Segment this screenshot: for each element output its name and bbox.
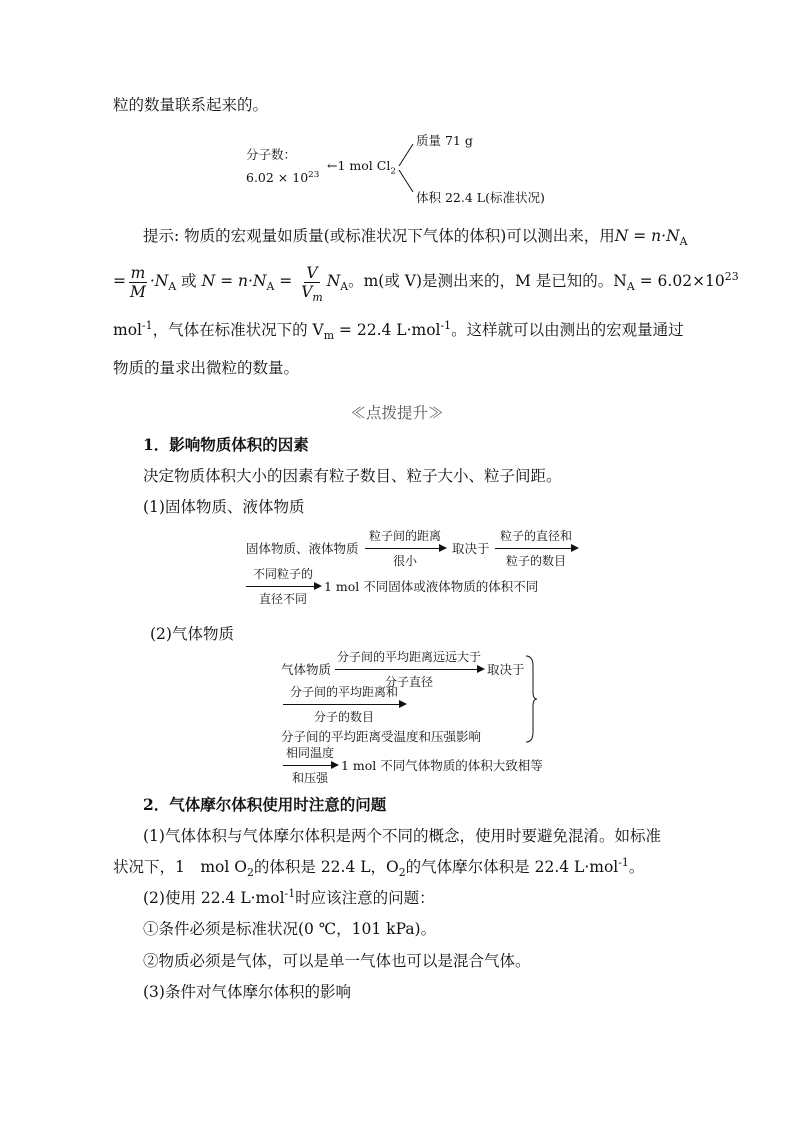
hint-line-3: mol$^{-1}$，气体在标准状况下的 $V_m = 22.4$ L·mol$^{-1}$。这样就可以由测出的宏观量通过 — [113, 318, 684, 343]
fig2-end: 1 mol 不同气体物质的体积大致相等 — [341, 758, 543, 773]
hint-line-4: 物质的量求出微粒的数量。 — [113, 359, 300, 377]
cl2-branch-lines — [395, 140, 417, 196]
fig1-start: 固体物质、液体物质 — [246, 541, 359, 556]
fig2-note: 分子间的平均距离受温度和压强影响 — [281, 729, 482, 744]
section-banner: ≪点拨提升≫ — [350, 404, 444, 422]
cl2-left-value: $6.02 \times 10^{23}$ — [246, 169, 320, 185]
fig2-mid: 取决于 — [487, 662, 525, 677]
s1-title: 1．影响物质体积的因素 — [143, 435, 309, 454]
intro-line: 粒的数量联系起来的。 — [113, 96, 269, 114]
s2-p4: ②物质必须是气体，可以是单一气体也可以是混合气体。 — [143, 952, 531, 970]
s1-sub1: (1)固体物质、液体物质 — [143, 498, 305, 516]
s2-p2: (2)使用 22.4 L·mol$^{-1}$时应该注意的问题： — [143, 886, 435, 907]
s2-p3: ①条件必须是标准状况(0 ℃，101 kPa)。 — [143, 920, 437, 938]
s2-p1a: (1)气体体积与气体摩尔体积是两个不同的概念，使用时要避免混淆。如标准 — [143, 827, 661, 845]
s2-p5: (3)条件对气体摩尔体积的影响 — [143, 983, 351, 1001]
hint-line-1: 提示: 物质的宏观量如质量(或标准状况下气体的体积)可以测出来，用$N = n\cdot N_A$ — [143, 227, 688, 249]
fig1-end: 1 mol 不同固体或液体物质的体积不同 — [324, 579, 539, 594]
fig2-brace — [524, 654, 538, 744]
s1-sub2: (2)气体物质 — [150, 625, 234, 643]
cl2-left-label: 分子数： — [246, 147, 297, 162]
s1-para: 决定物质体积大小的因素有粒子数目、粒子大小、粒子间距。 — [143, 467, 562, 485]
cl2-center: ←1 mol $Cl_2$ — [327, 158, 396, 177]
fig2-start: 气体物质 — [281, 662, 332, 677]
cl2-bottom-right: 体积 22.4 L(标准状况) — [416, 190, 545, 205]
hint-line-2: = $\frac{m}{M}$ $\cdot N_A$ 或 $N = n\cdot N_A$ = $\frac{V}{V_m}$ $N_A$。m(或 V)是测出来的，M 是已知的。$N_A = 6.02\times 10^{23}$ — [113, 263, 739, 304]
s2-title: 2．气体摩尔体积使用时注意的问题 — [143, 795, 387, 814]
cl2-top-right: 质量 71 g — [416, 133, 473, 148]
fig1-mid: 取决于 — [452, 541, 490, 556]
s2-p1b: 状况下，1 mol $O_2$的体积是 22.4 L，$O_2$的气体摩尔体积是 22.4 L·mol$^{-1}$。 — [113, 855, 645, 880]
fraction-m-over-M: $\frac{m}{M}$ — [130, 263, 146, 301]
fraction-V-over-Vm: $\frac{V}{V_m}$ — [301, 263, 323, 304]
